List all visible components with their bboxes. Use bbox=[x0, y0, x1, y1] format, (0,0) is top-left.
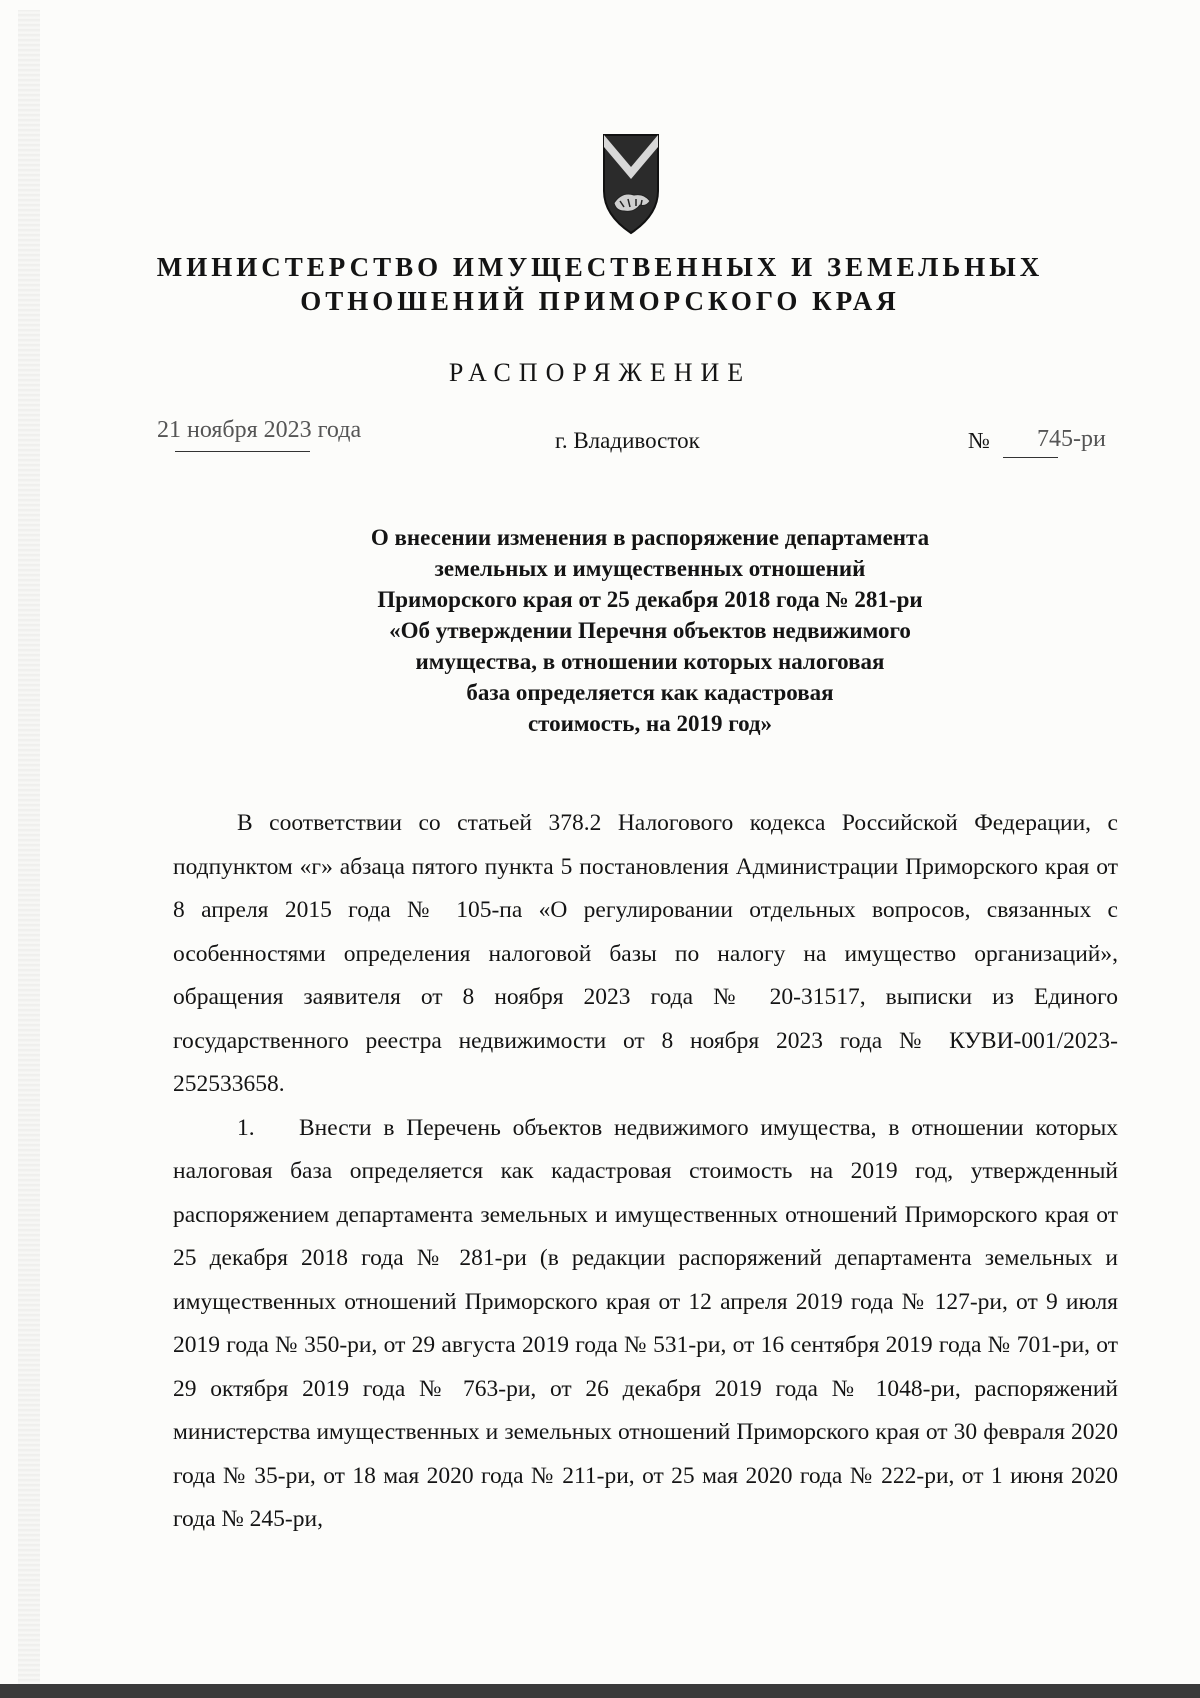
scan-bottom-edge bbox=[0, 1684, 1200, 1698]
order-type-title: РАСПОРЯЖЕНИЕ bbox=[448, 358, 752, 387]
primorsky-krai-coat-of-arms-icon bbox=[600, 133, 662, 237]
item-1-text: Внести в Перечень объектов недвижимого имущества, в отношении которых налоговая база определяется как кадастровая стоимость на 2019 год, утвержденный распоряжением департамента земельных и имущественных отношений Приморского края от 25 декабря 2018 года № 281-ри (в редакции распоряжений департамента земельных и имущественных отношений Приморского края от 12 апреля 2019 года № 127-ри, от 9 июля 2019 года № 350-ри, от 29 августа 2019 года № 531-ри, от 16 сентября 2019 года № 701-ри, от 29 октября 2019 года № 763-ри, от 26 декабря 2019 года № 1048-ри, распоряжений министерства имущественных и земельных отношений Приморского края от 30 февраля 2020 года № 35-ри, от 18 мая 2020 года № 211-ри, от 25 мая 2020 года № 222-ри, от 1 июня 2020 года № 245-ри, bbox=[173, 1114, 1118, 1532]
subject-line: «Об утверждении Перечня объектов недвижимого bbox=[389, 618, 911, 643]
order-city: г. Владивосток bbox=[555, 428, 700, 453]
subject-line: Приморского края от 25 декабря 2018 года № 281-ри bbox=[377, 587, 923, 612]
order-body bbox=[173, 802, 1118, 1542]
order-number-label: № bbox=[968, 428, 990, 453]
subject-line: земельных и имущественных отношений bbox=[434, 556, 866, 581]
item-1-paragraph bbox=[173, 1107, 1118, 1542]
number-underline bbox=[1003, 457, 1058, 458]
preamble-paragraph: В соответствии со статьей 378.2 Налогового кодекса Российской Федерации, с подпунктом «г» абзаца пятого пункта 5 постановления Администрации Приморского края от 8 апреля 2015 года № 105-па «О регулировании отдельных вопросов, связанных с особенностями определения налоговой базы по налогу на имущество организаций», обращения заявителя от 8 ноября 2023 года № 20-31517, выписки из Единого государственного реестра недвижимости от 8 ноября 2023 года № КУВИ-001/2023-252533658. bbox=[173, 810, 1118, 1097]
subject-line: имущества, в отношении которых налоговая bbox=[415, 649, 885, 674]
subject-line: О внесении изменения в распоряжение департамента bbox=[370, 525, 930, 550]
subject-line: база определяется как кадастровая bbox=[466, 680, 834, 705]
item-1-number: 1. bbox=[237, 1114, 255, 1141]
order-subject bbox=[300, 522, 1000, 739]
ministry-name-line-1: МИНИСТЕРСТВО ИМУЩЕСТВЕННЫХ И ЗЕМЕЛЬНЫХ bbox=[156, 252, 1044, 282]
ministry-name bbox=[0, 250, 1200, 318]
ministry-name-line-2: ОТНОШЕНИЙ ПРИМОРСКОГО КРАЯ bbox=[300, 286, 900, 316]
date-underline bbox=[175, 451, 310, 452]
order-date: 21 ноября 2023 года bbox=[157, 417, 362, 443]
subject-line: стоимость, на 2019 год» bbox=[527, 711, 773, 736]
order-number: 745-ри bbox=[1037, 426, 1106, 452]
